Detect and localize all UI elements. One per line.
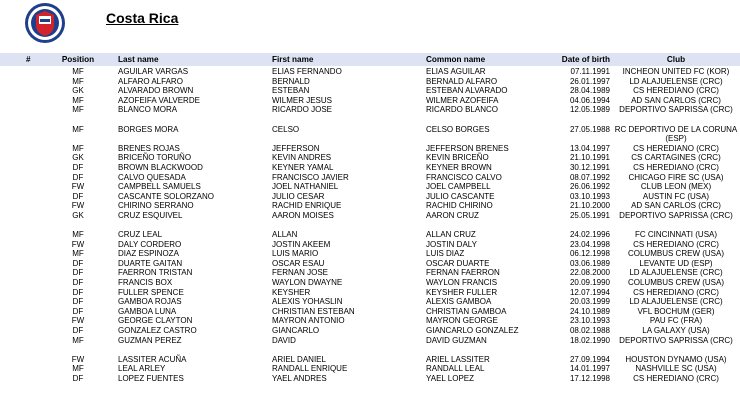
table-header (0, 53, 740, 66)
common-name-cell: ALLAN CRUZ (426, 230, 476, 240)
common-name-cell: LUIS DIAZ (426, 249, 465, 259)
table-row (0, 336, 740, 355)
last-name-cell: LOPEZ FUENTES (118, 374, 184, 383)
last-name-cell: FULLER SPENCE (118, 287, 184, 297)
dob-cell: 12.07.1994 (569, 287, 610, 297)
first-name-cell: AARON MOISES (272, 210, 334, 220)
club-cell: NASHVILLE SC (USA) (635, 364, 717, 374)
dob-cell: 03.06.1989 (569, 258, 610, 268)
position-cell: MF (72, 124, 84, 134)
position-cell: FW (71, 201, 85, 211)
first-name-cell: FRANCISCO JAVIER (272, 172, 349, 182)
last-name-cell: DUARTE GAITAN (118, 258, 183, 268)
position-cell: DF (72, 278, 84, 288)
club-cell: LD ALAJUELENSE (CRC) (629, 268, 723, 278)
position-cell: MF (72, 364, 84, 374)
dob-cell: 27.09.1994 (569, 354, 610, 364)
dob-cell: 28.04.1989 (569, 86, 610, 96)
common-name-cell: KEYSHER FULLER (426, 287, 498, 297)
club-cell: LA GALAXY (USA) (642, 326, 710, 336)
page-title: Costa Rica (106, 10, 179, 26)
club-cell: CS HEREDIANO (CRC) (633, 162, 719, 172)
col-position-header: Position (61, 55, 95, 64)
common-name-cell: JOEL CAMPBELL (426, 182, 491, 192)
common-name-cell: RICARDO BLANCO (426, 105, 499, 115)
club-cell: DEPORTIVO SAPRISSA (CRC) (619, 335, 733, 345)
position-cell: MF (72, 230, 84, 240)
last-name-cell: CASCANTE SOLORZANO (118, 191, 215, 201)
dob-cell: 07.11.1991 (570, 67, 610, 76)
club-cell: CS HEREDIANO (CRC) (633, 239, 719, 249)
dob-cell: 21.10.1991 (569, 153, 610, 163)
position-cell: MF (72, 67, 84, 76)
club-cell: RC DEPORTIVO DE LA CORUNA (ESP) (614, 124, 738, 144)
last-name-cell: AGUILAR VARGAS (118, 67, 189, 76)
table-row (0, 374, 740, 384)
club-cell: LD ALAJUELENSE (CRC) (629, 297, 723, 307)
dob-cell: 26.06.1992 (569, 182, 610, 192)
club-cell: DEPORTIVO SAPRISSA (CRC) (619, 210, 733, 220)
position-cell: MF (72, 335, 84, 345)
table-row (0, 297, 740, 307)
table-row (0, 192, 740, 202)
position-cell: DF (72, 268, 84, 278)
common-name-cell: ELIAS AGUILAR (426, 67, 486, 76)
first-name-cell: JOEL NATHANIEL (272, 182, 339, 192)
club-cell: COLUMBUS CREW (USA) (627, 249, 724, 259)
last-name-cell: BRICEÑO TORUÑO (118, 153, 192, 163)
club-cell: AD SAN CARLOS (CRC) (631, 201, 721, 211)
common-name-cell: ALEXIS GAMBOA (426, 297, 492, 307)
col-last-name-header: Last name (118, 55, 159, 64)
first-name-cell: YAEL ANDRES (272, 374, 327, 383)
dob-cell: 23.10.1993 (569, 316, 610, 326)
last-name-cell: CAMPBELL SAMUELS (118, 182, 201, 192)
club-cell: CS CARTAGINES (CRC) (631, 153, 721, 163)
last-name-cell: AZOFEIFA VALVERDE (118, 95, 200, 105)
common-name-cell: JEFFERSON BRENES (426, 143, 509, 153)
common-name-cell: JOSTIN DALY (426, 239, 477, 249)
position-cell: DF (72, 162, 84, 172)
position-cell: DF (72, 172, 84, 182)
common-name-cell: AARON CRUZ (426, 210, 479, 220)
first-name-cell: KEYNER YAMAL (272, 162, 334, 172)
table-row (0, 201, 740, 211)
last-name-cell: FRANCIS BOX (118, 278, 173, 288)
club-cell: COLUMBUS CREW (USA) (627, 278, 724, 288)
dob-cell: 08.07.1992 (569, 172, 610, 182)
position-cell: MF (72, 143, 84, 153)
position-cell: FW (71, 239, 85, 249)
position-cell: DF (72, 374, 84, 383)
last-name-cell: BRENES ROJAS (118, 143, 180, 153)
last-name-cell: BROWN BLACKWOOD (118, 162, 203, 172)
dob-cell: 30.12.1991 (569, 162, 610, 172)
first-name-cell: JEFFERSON (272, 143, 320, 153)
table-row (0, 307, 740, 317)
table-row (0, 259, 740, 269)
first-name-cell: ELIAS FERNANDO (272, 67, 342, 76)
table-row (0, 268, 740, 278)
dob-cell: 20.03.1999 (569, 297, 610, 307)
first-name-cell: GIANCARLO (272, 326, 320, 336)
first-name-cell: WILMER JESUS (272, 95, 333, 105)
position-cell: MF (72, 95, 84, 105)
position-cell: FW (71, 316, 85, 326)
position-cell: GK (72, 153, 84, 163)
common-name-cell: CELSO BORGES (426, 124, 490, 134)
position-cell: MF (72, 76, 84, 86)
table-row (0, 96, 740, 106)
table-row (0, 326, 740, 336)
first-name-cell: RACHID ENRIQUE (272, 201, 342, 211)
last-name-cell: GAMBOA ROJAS (118, 297, 182, 307)
dob-cell: 24.10.1989 (569, 306, 610, 316)
table-row (0, 278, 740, 288)
common-name-cell: YAEL LOPEZ (426, 374, 475, 383)
common-name-cell: WILMER AZOFEIFA (426, 95, 499, 105)
table-row (0, 364, 740, 374)
club-cell: CLUB LEON (MEX) (640, 182, 712, 192)
last-name-cell: CHIRINO SERRANO (118, 201, 194, 211)
dob-cell: 23.04.1998 (569, 239, 610, 249)
table-row (0, 144, 740, 154)
club-cell: FC CINCINNATI (USA) (634, 230, 718, 240)
first-name-cell: CELSO (272, 124, 300, 134)
first-name-cell: RICARDO JOSE (272, 105, 333, 115)
col-common-name-header: Common name (426, 55, 486, 64)
position-cell: FW (71, 182, 85, 192)
first-name-cell: DAVID (272, 335, 296, 345)
col-dob-header: Date of birth (561, 55, 610, 64)
last-name-cell: CRUZ ESQUIVEL (118, 210, 183, 220)
dob-cell: 06.12.1998 (569, 249, 610, 259)
club-cell: CHICAGO FIRE SC (USA) (628, 172, 724, 182)
last-name-cell: ALVARADO BROWN (118, 86, 194, 96)
club-cell: HOUSTON DYNAMO (USA) (625, 354, 727, 364)
table-row (0, 355, 740, 365)
first-name-cell: CHRISTIAN ESTEBAN (272, 306, 355, 316)
common-name-cell: RACHID CHIRINO (426, 201, 493, 211)
last-name-cell: ALFARO ALFARO (118, 76, 183, 86)
table-row (0, 182, 740, 192)
dob-cell: 14.01.1997 (569, 364, 610, 374)
dob-cell: 12.05.1989 (569, 105, 610, 115)
position-cell: MF (72, 105, 84, 115)
table-row (0, 173, 740, 183)
common-name-cell: BERNALD ALFARO (426, 76, 498, 86)
table-row (0, 163, 740, 173)
first-name-cell: BERNALD (272, 76, 310, 86)
table-row (0, 77, 740, 87)
last-name-cell: CALVO QUESADA (118, 172, 186, 182)
dob-cell: 18.02.1990 (569, 335, 610, 345)
player-table (0, 67, 740, 384)
position-cell: DF (72, 306, 84, 316)
table-row (0, 230, 740, 240)
table-row (0, 67, 740, 77)
last-name-cell: FAERRON TRISTAN (118, 268, 193, 278)
first-name-cell: JULIO CESAR (272, 191, 325, 201)
position-cell: FW (71, 354, 85, 364)
last-name-cell: DALY CORDERO (118, 239, 182, 249)
position-cell: DF (72, 191, 84, 201)
dob-cell: 08.02.1988 (569, 326, 610, 336)
common-name-cell: JULIO CASCANTE (426, 191, 495, 201)
common-name-cell: MAYRON GEORGE (426, 316, 498, 326)
last-name-cell: BORGES MORA (118, 124, 179, 134)
club-cell: INCHEON UNITED FC (KOR) (622, 67, 730, 76)
club-cell: AUSTIN FC (USA) (642, 191, 710, 201)
common-name-cell: DAVID GUZMAN (426, 335, 487, 345)
dob-cell: 17.12.1998 (569, 374, 610, 383)
first-name-cell: JOSTIN AKEEM (272, 239, 331, 249)
common-name-cell: GIANCARLO GONZALEZ (426, 326, 519, 336)
club-cell: LD ALAJUELENSE (CRC) (629, 76, 723, 86)
table-row (0, 288, 740, 298)
table-row (0, 125, 740, 144)
position-cell: DF (72, 287, 84, 297)
first-name-cell: MAYRON ANTONIO (272, 316, 345, 326)
common-name-cell: CHRISTIAN GAMBOA (426, 306, 507, 316)
table-row (0, 211, 740, 230)
dob-cell: 26.01.1997 (569, 76, 610, 86)
common-name-cell: ESTEBAN ALVARADO (426, 86, 508, 96)
club-cell: CS HEREDIANO (CRC) (633, 143, 719, 153)
dob-cell: 25.05.1991 (569, 210, 610, 220)
common-name-cell: WAYLON FRANCIS (426, 278, 498, 288)
dob-cell: 13.04.1997 (569, 143, 610, 153)
club-cell: CS HEREDIANO (CRC) (633, 374, 719, 383)
common-name-cell: KEVIN BRICEÑO (426, 153, 489, 163)
first-name-cell: ALEXIS YOHASLIN (272, 297, 343, 307)
table-row (0, 153, 740, 163)
dob-cell: 03.10.1993 (569, 191, 610, 201)
dob-cell: 20.09.1990 (569, 278, 610, 288)
club-cell: AD SAN CARLOS (CRC) (631, 95, 721, 105)
federation-crest-icon (24, 2, 66, 44)
table-row (0, 86, 740, 96)
position-cell: DF (72, 258, 84, 268)
first-name-cell: ALLAN (272, 230, 298, 240)
club-cell: VFL BOCHUM (GER) (637, 306, 715, 316)
first-name-cell: RANDALL ENRIQUE (272, 364, 348, 374)
first-name-cell: WAYLON DWAYNE (272, 278, 343, 288)
last-name-cell: CRUZ LEAL (118, 230, 163, 240)
club-cell: CS HEREDIANO (CRC) (633, 86, 719, 96)
dob-cell: 27.05.1988 (569, 124, 610, 134)
dob-cell: 22.08.2000 (569, 268, 610, 278)
position-cell: GK (72, 86, 84, 96)
last-name-cell: LASSITER ACUÑA (118, 354, 187, 364)
common-name-cell: KEYNER BROWN (426, 162, 492, 172)
club-cell: DEPORTIVO SAPRISSA (CRC) (619, 105, 733, 115)
common-name-cell: ARIEL LASSITER (426, 354, 490, 364)
page-header (0, 0, 740, 52)
first-name-cell: FERNAN JOSE (272, 268, 329, 278)
table-row (0, 316, 740, 326)
dob-cell: 21.10.2000 (569, 201, 610, 211)
dob-cell: 24.02.1996 (569, 230, 610, 240)
position-cell: GK (72, 210, 84, 220)
first-name-cell: OSCAR ESAU (272, 258, 325, 268)
table-row (0, 105, 740, 124)
common-name-cell: RANDALL LEAL (426, 364, 485, 374)
last-name-cell: GUZMAN PEREZ (118, 335, 182, 345)
table-row (0, 240, 740, 250)
position-cell: DF (72, 326, 84, 336)
position-cell: MF (72, 249, 84, 259)
dob-cell: 04.06.1994 (569, 95, 610, 105)
col-number-header: # (26, 55, 31, 64)
col-first-name-header: First name (272, 55, 314, 64)
common-name-cell: OSCAR DUARTE (426, 258, 490, 268)
position-cell: DF (72, 297, 84, 307)
common-name-cell: FRANCISCO CALVO (426, 172, 502, 182)
col-club-header: Club (666, 55, 686, 64)
first-name-cell: ARIEL DANIEL (272, 354, 326, 364)
last-name-cell: GEORGE CLAYTON (118, 316, 193, 326)
last-name-cell: DIAZ ESPINOZA (118, 249, 179, 259)
last-name-cell: BLANCO MORA (118, 105, 178, 115)
last-name-cell: GAMBOA LUNA (118, 306, 177, 316)
common-name-cell: FERNAN FAERRON (426, 268, 500, 278)
club-cell: LEVANTE UD (ESP) (639, 258, 713, 268)
table-row (0, 249, 740, 259)
first-name-cell: ESTEBAN (272, 86, 310, 96)
first-name-cell: KEYSHER (272, 287, 311, 297)
first-name-cell: LUIS MARIO (272, 249, 319, 259)
club-cell: CS HEREDIANO (CRC) (633, 287, 719, 297)
last-name-cell: LEAL ARLEY (118, 364, 166, 374)
first-name-cell: KEVIN ANDRES (272, 153, 332, 163)
club-cell: PAU FC (FRA) (649, 316, 703, 326)
last-name-cell: GONZALEZ CASTRO (118, 326, 197, 336)
